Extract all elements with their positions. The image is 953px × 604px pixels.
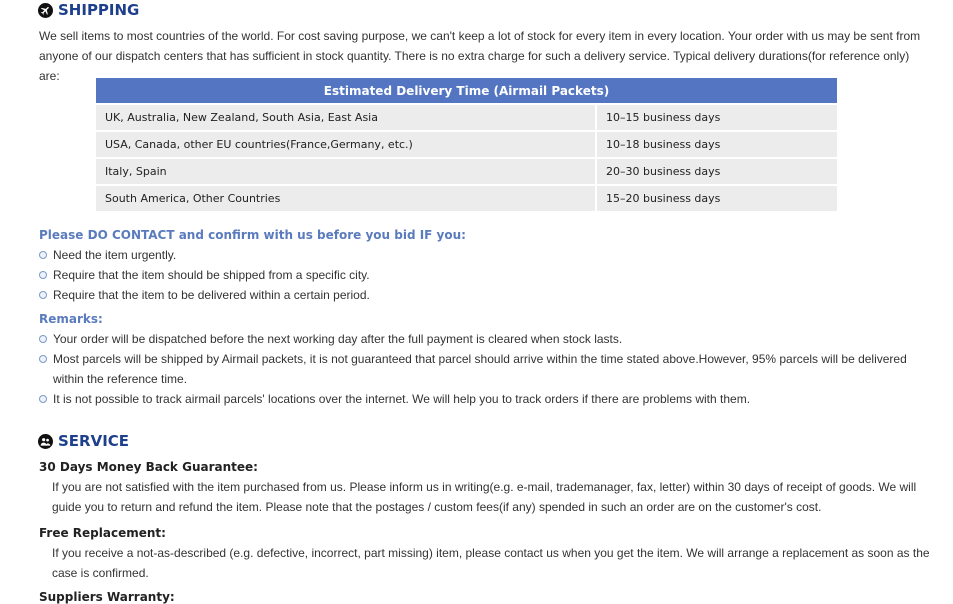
list-item-text: Your order will be dispatched before the next working day after the full payment is cleared when stock lasts. (53, 332, 623, 346)
warranty-heading: Suppliers Warranty: (39, 590, 175, 604)
bullet-icon (39, 335, 47, 343)
money-back-text: If you are not satisfied with the item purchased from us. Please inform us in writing(e.g. e-mail, trademanager, fax, letter) within 30 days of receipt of goods. We will guide you to return and refund the item. Please note that the postages / custom fees(if any) spended in such an order are on the customer's cost. (52, 480, 917, 514)
region-cell: UK, Australia, New Zealand, South Asia, East Asia (96, 105, 597, 130)
shipping-title-text: SHIPPING (58, 1, 140, 19)
table-row (96, 159, 837, 184)
table-row (96, 186, 837, 211)
shipping-title (38, 1, 139, 19)
service-title-text: SERVICE (58, 432, 130, 450)
list-item-text: Need the item urgently. (53, 248, 177, 262)
shipping-intro: We sell items to most countries of the world. For cost saving purpose, we can't keep a lot of stock for every item in every location. Your order with us may be sent from anyone of our dispatch centers that has sufficient in stock quantity. There is no extra charge for such a delivery service. Typical delivery durations(for reference only) are: (39, 29, 921, 83)
replacement-text: If you receive a not-as-described (e.g. defective, incorrect, part missing) item, please contact us when you get the item. We will arrange a replacement as soon as the case is confirmed. (52, 546, 930, 580)
region-cell: Italy, Spain (96, 159, 597, 184)
list-item (39, 285, 931, 305)
list-item-text: It is not possible to track airmail parcels' locations over the internet. We will help you to track orders if there are problems with them. (53, 392, 751, 406)
table-row (96, 105, 837, 130)
table-row (96, 132, 837, 157)
list-item (39, 245, 931, 265)
region-cell: South America, Other Countries (96, 186, 597, 211)
list-item (39, 329, 931, 349)
bullet-icon (39, 355, 47, 363)
time-cell: 15–20 business days (597, 186, 837, 211)
list-item-text: Most parcels will be shipped by Airmail packets, it is not guaranteed that parcel should arrive within the time stated above.However, 95% parcels will be delivered within the reference time. (53, 352, 907, 386)
region-cell: USA, Canada, other EU countries(France,Germany, etc.) (96, 132, 597, 157)
remarks-heading: Remarks: (39, 312, 103, 326)
list-item-text: Require that the item should be shipped from a specific city. (53, 268, 370, 282)
delivery-table-header: Estimated Delivery Time (Airmail Packets) (96, 78, 837, 103)
airplane-icon (38, 3, 53, 18)
list-item-text: Require that the item to be delivered within a certain period. (53, 288, 370, 302)
time-cell: 10–18 business days (597, 132, 837, 157)
list-item (39, 389, 931, 409)
list-item (39, 349, 931, 389)
list-item (39, 265, 931, 285)
time-cell: 10–15 business days (597, 105, 837, 130)
bullet-icon (39, 271, 47, 279)
bullet-icon (39, 291, 47, 299)
contact-heading: Please DO CONTACT and confirm with us before you bid IF you: (39, 228, 466, 242)
delivery-time-table (96, 76, 837, 213)
replacement-heading: Free Replacement: (39, 526, 166, 540)
people-icon (38, 434, 53, 449)
bullet-icon (39, 251, 47, 259)
bullet-icon (39, 395, 47, 403)
service-title (38, 432, 129, 450)
time-cell: 20–30 business days (597, 159, 837, 184)
money-back-heading: 30 Days Money Back Guarantee: (39, 460, 258, 474)
